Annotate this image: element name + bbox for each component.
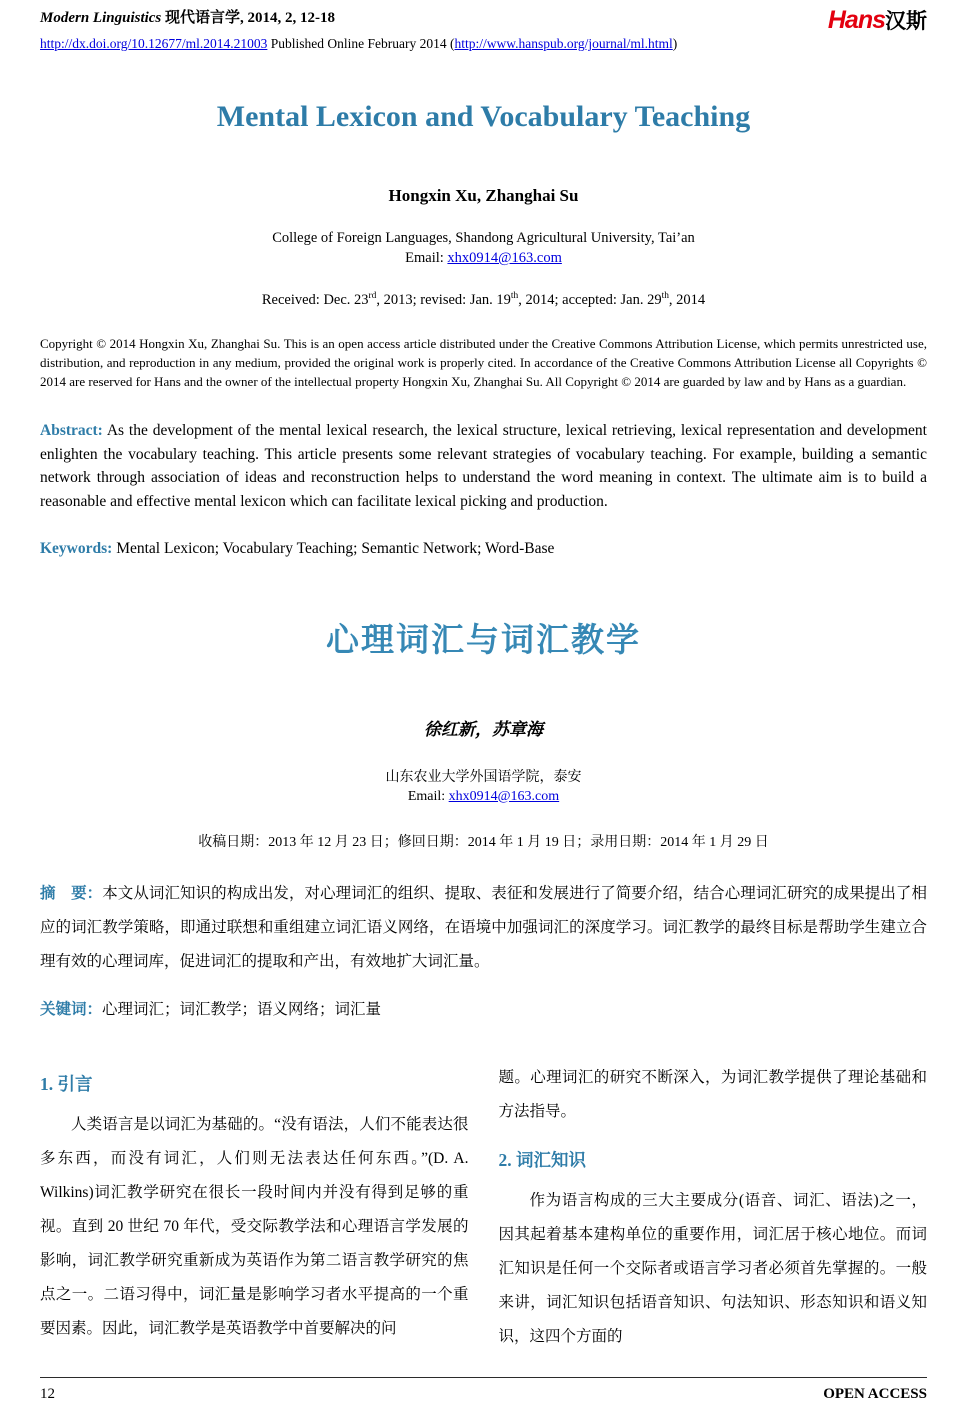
keywords-label-en: Keywords:	[40, 539, 113, 557]
open-access-label: OPEN ACCESS	[823, 1386, 927, 1402]
abstract-label-cn: 摘 要：	[40, 884, 103, 902]
left-column	[40, 1061, 469, 1355]
abstract-en	[40, 419, 927, 513]
body-columns	[40, 1061, 927, 1355]
article-title-cn: 心理词汇与词汇教学	[326, 622, 641, 659]
hans-logo-text: Hans	[827, 6, 885, 34]
section-2-heading: 2. 词汇知识	[498, 1150, 586, 1171]
published-text: Published Online February 2014 (	[267, 36, 455, 51]
section-1-heading: 1. 引言	[40, 1073, 93, 1094]
keywords-en	[40, 540, 927, 558]
affiliation-cn: 山东农业大学外国语学院，泰安	[385, 769, 582, 785]
abstract-text-cn: 本文从词汇知识的构成出发，对心理词汇的组织、提取、表征和发展进行了简要介绍，结合心理词汇研究的成果提出了相应的词汇教学策略，即通过联想和重组建立词汇语义网络，在语境中加强词汇的深度学习。词汇教学的最终目标是帮助学生建立合理有效的心理词库，促进词汇的提取和产出，有效地扩大词汇量。	[40, 884, 927, 970]
keywords-text-cn: 心理词汇；词汇教学；语义网络；词汇量	[102, 1000, 382, 1018]
hans-publisher-logo	[828, 8, 927, 33]
section-2-paragraph: 作为语言构成的三大主要成分(语音、词汇、语法)之一，因其起着基本建构单位的重要作用，词汇居于核心地位。而词汇知识是任何一个交际者或语言学习者必须首先掌握的。一般来讲，词汇知识包括语音知识、句法知识、形态知识和语义知识，这四个方面的	[498, 1192, 927, 1346]
copyright-paragraph: Copyright © 2014 Hongxin Xu, Zhanghai Su. This is an open access article distributed under the Creative Commons Attribution License, which permits unrestricted use, distribution, and reproduction in any medium, provided the original work is properly cited. In accordance of the Creative Commons Attribution License all Copyrights © 2014 are reserved for Hans and the owner of the intellectual property Hongxin Xu, Zhanghai Su. All Copyright © 2014 are guarded by law and by Hans as a guardian.	[40, 335, 927, 389]
keywords-cn	[40, 993, 927, 1027]
journal-citation: 现代语言学, 2014, 2, 12-18	[161, 10, 336, 26]
email-line-cn	[40, 789, 927, 805]
journal-homepage-link[interactable]: http://www.hanspub.org/journal/ml.html	[454, 36, 673, 51]
section-1-paragraph-continued: 题。心理词汇的研究不断深入，为词汇教学提供了理论基础和方法指导。	[498, 1068, 927, 1121]
abstract-cn	[40, 877, 927, 979]
email-link[interactable]: xhx0914@163.com	[447, 250, 562, 266]
section-1-paragraph: 人类语言是以词汇为基础的。“没有语法，人们不能表达很多东西，而没有词汇，人们则无法表达任何东西。”(D. A. Wilkins)词汇教学研究在很长一段时间内并没有得到足够的重视。直到 20 世纪 70 年代，受交际教学法和心理语言学发展的影响，词汇教学研究重新成为英语作为第二语言教学研究的焦点之一。二语习得中，词汇量是影响学习者水平提高的一个重要因素。因此，词汇教学是英语教学中首要解决的问	[40, 1115, 469, 1338]
authors-cn: 徐红新，苏章海	[424, 719, 543, 739]
doi-line	[40, 36, 927, 52]
email-line-en	[40, 250, 927, 267]
keywords-text-en: Mental Lexicon; Vocabulary Teaching; Semantic Network; Word-Base	[112, 539, 555, 557]
received-part: , 2014	[668, 291, 706, 308]
received-part: , 2013; revised: Jan. 19	[376, 291, 511, 308]
hans-logo-cn-text: 汉斯	[885, 10, 927, 33]
abstract-text-en: As the development of the mental lexical research, the lexical structure, lexical retrieving, lexical representation and development enlighten the vocabulary teaching. This article presents some relevant strategies of vocabulary teaching. For example, building a semantic network through association of ideas and reconstruction helps to understand the word meaning in context. The ultimate aim is to build a reasonable and effective mental lexicon which can facilitate lexical picking and production.	[40, 422, 927, 510]
received-part: , 2014; accepted: Jan. 29	[518, 291, 662, 308]
keywords-label-cn: 关键词：	[40, 1000, 103, 1018]
email-label: Email:	[407, 788, 449, 804]
article-title-en: Mental Lexicon and Vocabulary Teaching	[216, 100, 751, 133]
journal-citation-line	[40, 6, 335, 27]
email-link[interactable]: xhx0914@163.com	[448, 788, 560, 804]
received-line-cn: 收稿日期：2013 年 12 月 23 日；修回日期：2014 年 1 月 19 日；录用日期：2014 年 1 月 29 日	[198, 834, 769, 850]
email-label: Email:	[405, 250, 448, 266]
journal-name: Modern Linguistics	[40, 10, 162, 26]
received-line-en	[40, 291, 927, 309]
received-part: Received: Dec. 23	[261, 291, 369, 308]
right-column	[499, 1061, 928, 1355]
abstract-label-en: Abstract:	[40, 422, 103, 440]
authors-en: Hongxin Xu, Zhanghai Su	[388, 186, 579, 205]
affiliation-en: College of Foreign Languages, Shandong Agricultural University, Tai’an	[272, 230, 695, 246]
page-footer	[40, 1377, 927, 1403]
header	[40, 6, 927, 33]
received-superscript: rd	[368, 291, 377, 301]
published-close-paren: )	[672, 36, 678, 51]
page-number: 12	[40, 1386, 55, 1402]
received-superscript: th	[661, 291, 669, 301]
received-superscript: th	[510, 291, 519, 301]
doi-link[interactable]: http://dx.doi.org/10.12677/ml.2014.21003	[40, 36, 268, 51]
